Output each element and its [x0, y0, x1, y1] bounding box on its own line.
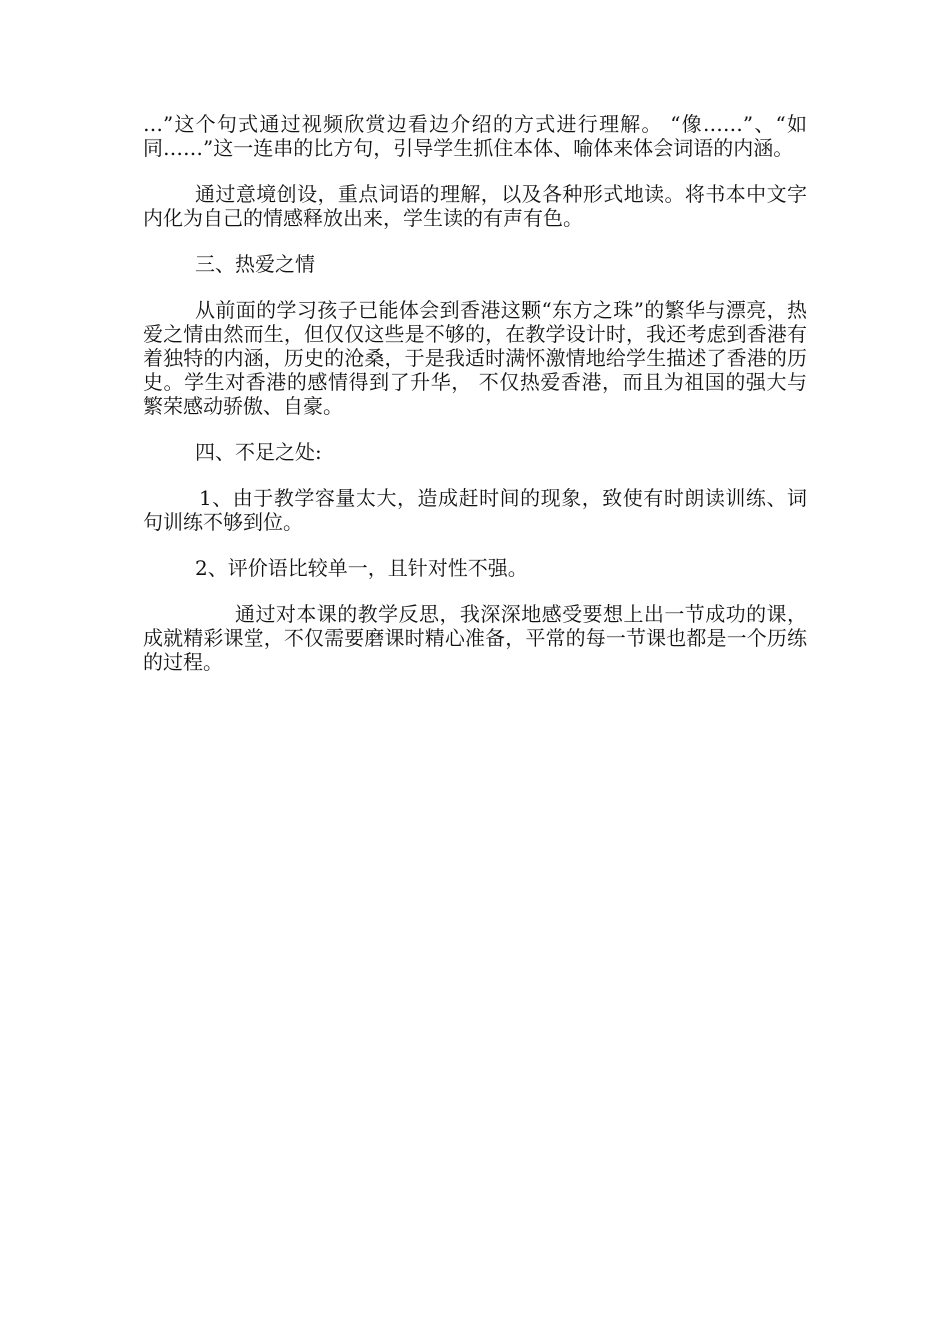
- document-body: [143, 112, 807, 696]
- paragraph-sentence-patterns: …”这个句式通过视频欣赏边看边介绍的方式进行理解。 “像……”、“如同……”这一连串的比方句，引导学生抓住本体、喻体来体会词语的内涵。: [143, 112, 807, 160]
- section-heading-love: 三、热爱之情: [195, 252, 315, 276]
- paragraph-reading-methods: 通过意境创设，重点词语的理解，以及各种形式地读。将书本中文字内化为自己的情感释放出来，学生读的有声有色。: [143, 182, 807, 230]
- section-heading-shortcomings: 四、不足之处:: [195, 440, 322, 464]
- shortcoming-item-2: 2、评价语比较单一，且针对性不强。: [195, 556, 528, 580]
- shortcoming-item-1: 1、由于教学容量太大，造成赶时间的现象，致使有时朗读训练、词句训练不够到位。: [143, 486, 807, 534]
- paragraph-hong-kong-history: 从前面的学习孩子已能体会到香港这颗“东方之珠”的繁华与漂亮，热爱之情由然而生，但仅仅这些是不够的，在教学设计时，我还考虑到香港有着独特的内涵，历史的沧桑，于是我适时满怀激情地给学生描述了香港的历史。学生对香港的感情得到了升华， 不仅热爱香港，而且为祖国的强大与繁荣感动骄傲、自豪。: [143, 298, 807, 418]
- paragraph-conclusion: 通过对本课的教学反思，我深深地感受要想上出一节成功的课，成就精彩课堂，不仅需要磨课时精心准备，平常的每一节课也都是一个历练的过程。: [143, 602, 807, 674]
